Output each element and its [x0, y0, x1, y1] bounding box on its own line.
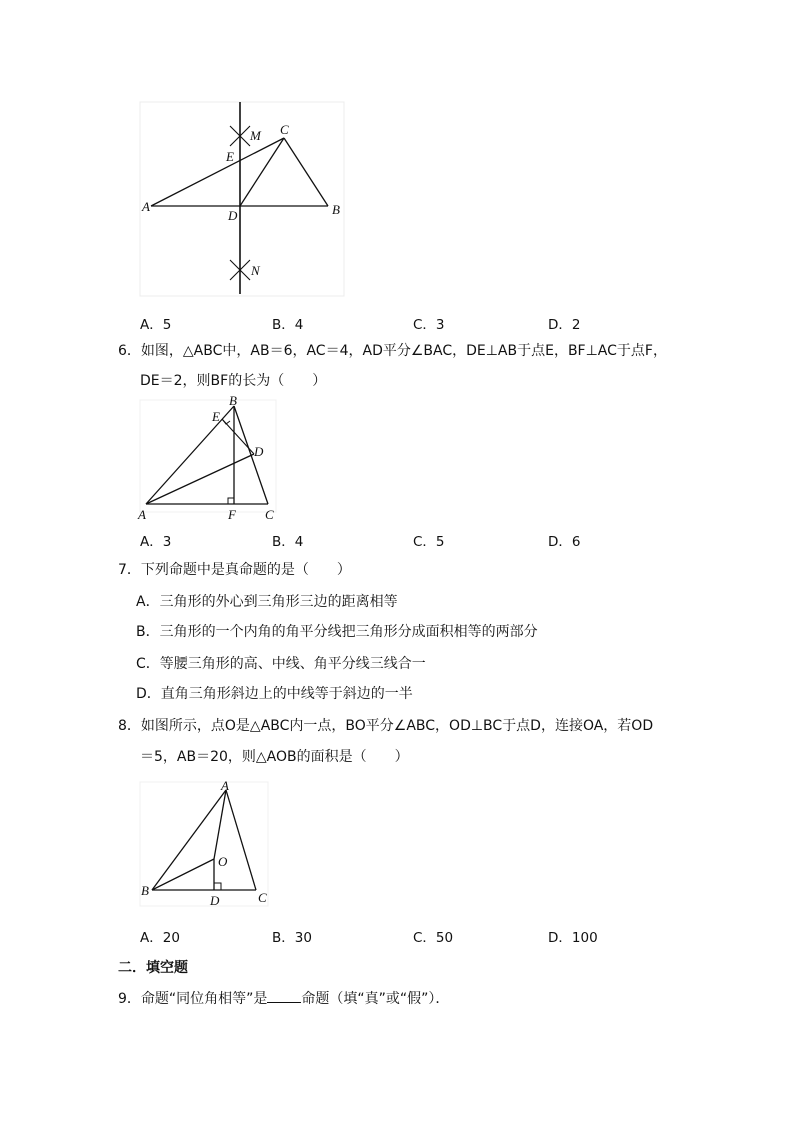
q7-option-c: C．等腰三角形的高、中线、角平分线三线合一	[136, 656, 426, 672]
right-angle-mark-E	[222, 419, 230, 424]
label-A: A	[142, 199, 150, 214]
segment-AC	[151, 138, 284, 206]
right-angle-mark-D	[214, 883, 221, 890]
q6-option-d: D．6	[548, 534, 581, 550]
label-D: D	[210, 893, 220, 908]
q9-answer-blank[interactable]	[267, 990, 301, 1003]
q9-text-before: 9．命题“同位角相等”是	[118, 991, 268, 1007]
q7-option-b: B．三角形的一个内角的角平分线把三角形分成面积相等的两部分	[136, 624, 538, 640]
q6-stem-line2: DE＝2，则BF的长为（ ）	[140, 373, 327, 389]
q7-stem: 7．下列命题中是真命题的是（ ）	[118, 562, 351, 578]
q8-option-b: B．30	[272, 930, 312, 946]
segment-CB	[284, 138, 328, 206]
label-M: M	[250, 128, 261, 143]
q8-option-d: D．100	[548, 930, 598, 946]
label-O: O	[218, 854, 228, 869]
section-fill-in-title: 二．填空题	[118, 960, 188, 976]
q9-stem	[118, 989, 449, 1009]
label-B: B	[229, 394, 237, 408]
label-A: A	[138, 507, 146, 522]
q5-option-a: A．5	[140, 317, 172, 333]
right-angle-mark-F	[228, 498, 234, 504]
segment-AD	[146, 454, 254, 504]
label-A: A	[221, 778, 229, 793]
q8-stem-line2: ＝5，AB＝20，则△AOB的面积是（ ）	[140, 749, 409, 765]
q7-option-a: A．三角形的外心到三角形三边的距离相等	[136, 594, 398, 610]
q6-option-b: B．4	[272, 534, 304, 550]
segment-CD	[240, 138, 284, 206]
q7-option-d: D．直角三角形斜边上的中线等于斜边的一半	[136, 686, 413, 702]
label-E: E	[226, 149, 234, 164]
segment-AB	[146, 406, 234, 504]
segment-DE	[222, 419, 254, 454]
label-D: D	[254, 444, 264, 459]
q5-option-b: B．4	[272, 317, 304, 333]
segment-AB	[152, 790, 226, 890]
label-N: N	[251, 263, 260, 278]
label-F: F	[228, 507, 236, 522]
segment-AO	[214, 790, 226, 859]
label-B: B	[141, 883, 149, 898]
figure-q8-triangle	[136, 778, 276, 910]
q5-option-d: D．2	[548, 317, 581, 333]
q8-option-a: A．20	[140, 930, 180, 946]
label-E: E	[212, 409, 220, 424]
q6-option-a: A．3	[140, 534, 172, 550]
q6-option-c: C．5	[413, 534, 445, 550]
segment-AC	[226, 790, 256, 890]
segment-BO	[152, 859, 214, 890]
label-B: B	[332, 202, 340, 217]
label-C: C	[265, 507, 274, 522]
q9-text-after: 命题（填“真”或“假”）．	[301, 991, 450, 1007]
q8-stem-line1: 8．如图所示，点O是△ABC内一点，BO平分∠ABC，OD⊥BC于点D，连接OA，若OD	[118, 718, 654, 734]
q5-option-c: C．3	[413, 317, 445, 333]
q8-option-c: C．50	[413, 930, 454, 946]
figure-q6-triangle	[136, 394, 286, 524]
q6-stem-line1: 6．如图，△ABC中，AB＝6，AC＝4，AD平分∠BAC，DE⊥AB于点E，BF⊥AC于点F，	[118, 343, 667, 359]
label-C: C	[258, 890, 267, 905]
label-D: D	[228, 208, 238, 223]
label-C: C	[280, 122, 289, 137]
figure-perpendicular-bisector	[138, 100, 348, 300]
